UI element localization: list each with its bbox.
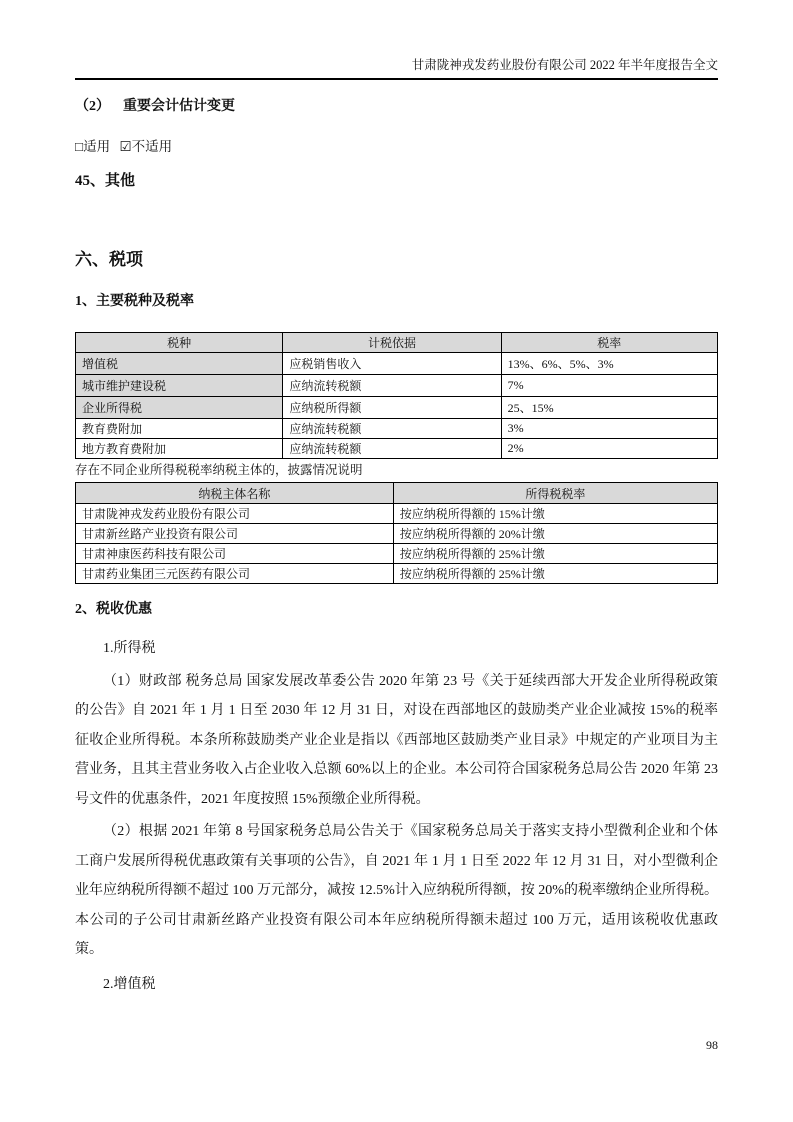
tax-entity-table [75, 482, 718, 584]
table-row [76, 564, 718, 584]
col-header-tax-type: 税种 [76, 333, 283, 353]
cell-tax-rate: 25、15% [501, 397, 717, 419]
income-tax-paragraph-1: （1）财政部 税务总局 国家发展改革委公告 2020 年第 23 号《关于延续西部大开发企业所得税政策的公告》自 2021 年 1 月 1 日至 2030 年 12 月 31 日，对设在西部地区的鼓励类产业企业减按 15%的税率征收企业所得税。本条所称鼓励类产业企业是指以《西部地区鼓励类产业目录》中规定的产业项目为主营业务，且其主营业务收入占企业收入总额 60%以上的企业。本公司符合国家税务总局公告 2020 年第 23 号文件的优惠条件，2021 年度按照 15%预缴企业所得税。 [75, 673, 718, 807]
heading-other: 45、其他 [75, 173, 136, 189]
table-row [76, 524, 718, 544]
table-header-row [76, 483, 718, 504]
cell-tax-rate: 13%、6%、5%、3% [501, 353, 717, 375]
col-header-income-tax-rate: 所得税税率 [393, 483, 717, 504]
cell-entity-name: 甘肃陇神戎发药业股份有限公司 [76, 504, 394, 524]
heading-tax-section: 六、税项 [75, 250, 143, 269]
cell-tax-basis: 应纳流转税额 [283, 375, 501, 397]
cell-tax-rate: 3% [501, 419, 717, 439]
income-tax-label: 1.所得税 [103, 641, 156, 656]
not-applicable-option [120, 139, 173, 154]
applicable-label: 适用 [83, 139, 111, 154]
table-row [76, 397, 718, 419]
document-header-title: 甘肃陇神戎发药业股份有限公司 2022 年半年度报告全文 [411, 58, 718, 72]
table-row [76, 353, 718, 375]
cell-tax-type: 教育费附加 [76, 419, 283, 439]
heading-number: （2） [75, 99, 110, 114]
table-row [76, 504, 718, 524]
cell-tax-type: 增值税 [76, 353, 283, 375]
cell-income-tax-rate: 按应纳税所得额的 25%计缴 [393, 544, 717, 564]
cell-tax-basis: 应纳流转税额 [283, 439, 501, 459]
cell-entity-name: 甘肃神康医药科技有限公司 [76, 544, 394, 564]
table-row [76, 419, 718, 439]
document-header [75, 57, 718, 80]
tax-rate-table [75, 332, 718, 459]
checkbox-checked-icon: ☑ [119, 139, 132, 154]
cell-tax-type: 地方教育费附加 [76, 439, 283, 459]
cell-entity-name: 甘肃新丝路产业投资有限公司 [76, 524, 394, 544]
cell-tax-basis: 应纳流转税额 [283, 419, 501, 439]
cell-entity-name: 甘肃药业集团三元医药有限公司 [76, 564, 394, 584]
income-tax-paragraph-2: （2）根据 2021 年第 8 号国家税务总局公告关于《国家税务总局关于落实支持小型微利企业和个体工商户发展所得税优惠政策有关事项的公告》，自 2021 年 1 月 1 日至 2022 年 12 月 31 日，对小型微利企业年应纳税所得额不超过 100 万元部分，减按 12.5%计入应纳税所得额，按 20%的税率缴纳企业所得税。本公司的子公司甘肃新丝路产业投资有限公司本年应纳税所得额未超过 100 万元，适用该税收优惠政策。 [75, 824, 718, 957]
cell-tax-rate: 7% [501, 375, 717, 397]
heading-accounting-estimate-change [75, 98, 718, 116]
cell-tax-basis: 应税销售收入 [283, 353, 501, 375]
vat-label: 2.增值税 [103, 976, 156, 992]
checkbox-unchecked-icon: □ [75, 139, 84, 154]
heading-title: 重要会计估计变更 [123, 99, 235, 114]
page-number: 98 [706, 1038, 718, 1052]
table-row [76, 375, 718, 397]
table-row [76, 439, 718, 459]
applicability-row [75, 138, 718, 156]
table-header-row [76, 333, 718, 353]
table-row [76, 544, 718, 564]
cell-tax-type: 城市维护建设税 [76, 375, 283, 397]
cell-tax-type: 企业所得税 [76, 397, 283, 419]
heading-tax-incentives: 2、税收优惠 [75, 602, 152, 617]
applicable-option [75, 139, 110, 154]
cell-income-tax-rate: 按应纳税所得额的 20%计缴 [393, 524, 717, 544]
not-applicable-label: 不适用 [131, 139, 173, 154]
heading-main-taxes: 1、主要税种及税率 [75, 294, 194, 309]
disclosure-note: 存在不同企业所得税税率纳税主体的，披露情况说明 [75, 463, 363, 477]
col-header-tax-basis: 计税依据 [283, 333, 501, 353]
col-header-entity-name: 纳税主体名称 [76, 483, 394, 504]
col-header-tax-rate: 税率 [501, 333, 717, 353]
cell-income-tax-rate: 按应纳税所得额的 15%计缴 [393, 504, 717, 524]
cell-income-tax-rate: 按应纳税所得额的 25%计缴 [393, 564, 717, 584]
cell-tax-rate: 2% [501, 439, 717, 459]
cell-tax-basis: 应纳税所得额 [283, 397, 501, 419]
